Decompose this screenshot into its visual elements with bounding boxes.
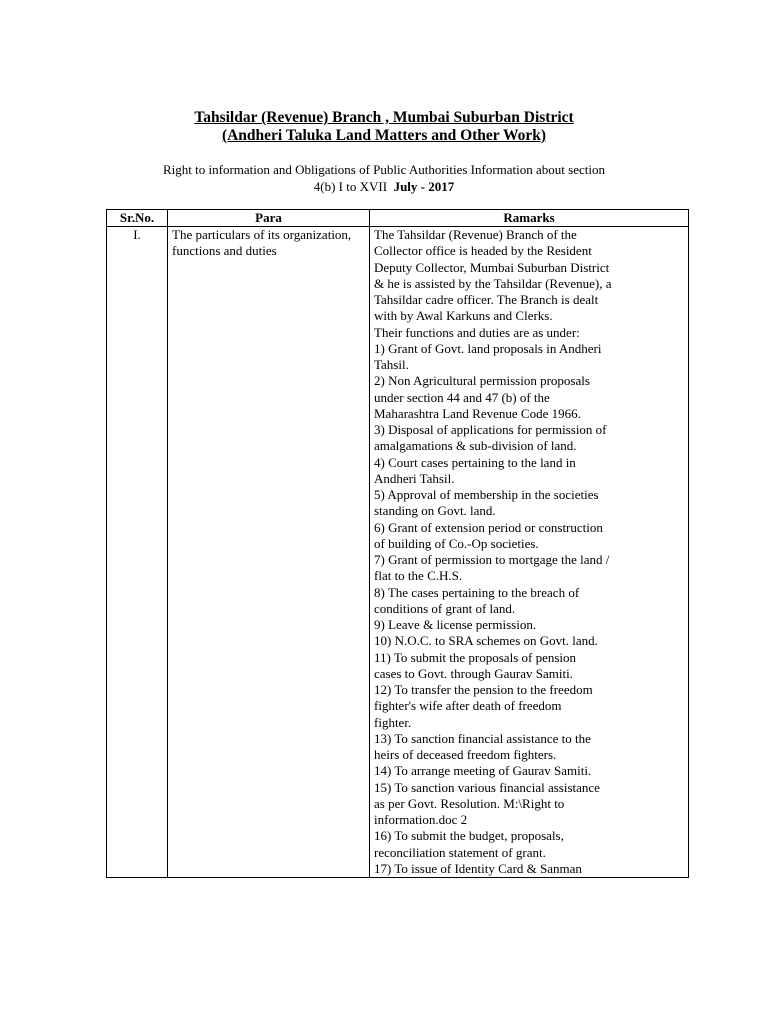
remarks-line: fighter. bbox=[374, 714, 412, 730]
document-title: Tahsildar (Revenue) Branch , Mumbai Suburban District bbox=[194, 109, 574, 126]
remarks-line: The Tahsildar (Revenue) Branch of the bbox=[374, 227, 577, 242]
remarks-line: Maharashtra Land Revenue Code 1966. bbox=[374, 405, 581, 421]
information-table bbox=[106, 209, 689, 878]
remarks-line: 7) Grant of permission to mortgage the land / bbox=[374, 552, 610, 567]
remarks-line: reconciliation statement of grant. bbox=[374, 844, 546, 860]
remarks-line: 1) Grant of Govt. land proposals in Andheri bbox=[374, 340, 602, 356]
remarks-line: cases to Govt. through Gaurav Samiti. bbox=[374, 665, 573, 681]
remarks-line: under section 44 and 47 (b) of the bbox=[374, 389, 550, 405]
remarks-line: 8) The cases pertaining to the breach of bbox=[374, 584, 580, 600]
remarks-line: & he is assisted by the Tahsildar (Revenue), a bbox=[374, 275, 612, 291]
remarks-line: fighter's wife after death of freedom bbox=[374, 698, 562, 714]
remarks-line: 15) To sanction various financial assistance bbox=[374, 779, 600, 795]
remarks-line: as per Govt. Resolution. M:\Right to bbox=[374, 795, 565, 811]
remarks-lines bbox=[374, 227, 684, 877]
remarks-line: conditions of grant of land. bbox=[374, 600, 516, 616]
remarks-line: 17) To issue of Identity Card & Sanman bbox=[374, 860, 582, 876]
header-para: Para bbox=[168, 210, 370, 227]
remarks-line: flat to the C.H.S. bbox=[374, 568, 463, 584]
remarks-line: information.doc 2 bbox=[374, 812, 468, 827]
remarks-line: 4) Court cases pertaining to the land in bbox=[374, 454, 576, 470]
remarks-line: 10) N.O.C. to SRA schemes on Govt. land. bbox=[374, 633, 598, 649]
remarks-line: Deputy Collector, Mumbai Suburban District bbox=[374, 259, 610, 275]
remarks-line: 3) Disposal of applications for permission of bbox=[374, 422, 607, 437]
section-reference: 4(b) I to XVII bbox=[313, 179, 388, 194]
header-srno: Sr.No. bbox=[107, 210, 168, 227]
remarks-line: 14) To arrange meeting of Gaurav Samiti. bbox=[374, 763, 592, 779]
remarks-line: 11) To submit the proposals of pension bbox=[374, 649, 577, 665]
cell-remarks bbox=[370, 227, 689, 878]
remarks-line: amalgamations & sub-division of land. bbox=[374, 438, 577, 454]
table-header-row bbox=[107, 210, 689, 227]
remarks-line: Andheri Tahsil. bbox=[374, 470, 455, 486]
remarks-line: 9) Leave & license permission. bbox=[374, 617, 537, 632]
report-date: July - 2017 bbox=[393, 179, 455, 194]
remarks-line: 16) To submit the budget, proposals, bbox=[374, 828, 564, 844]
header-remarks: Ramarks bbox=[370, 210, 689, 227]
rti-section-line bbox=[0, 178, 768, 195]
table-row bbox=[107, 227, 689, 878]
remarks-line: standing on Govt. land. bbox=[374, 503, 496, 519]
remarks-line: with by Awal Karkuns and Clerks. bbox=[374, 308, 553, 324]
document-title-sub: (Andheri Taluka Land Matters and Other Work) bbox=[221, 127, 547, 144]
rti-description: Right to information and Obligations of Public Authorities Information about section bbox=[163, 162, 605, 177]
remarks-line: Collector office is headed by the Resident bbox=[374, 243, 592, 259]
remarks-line: 5) Approval of membership in the societies bbox=[374, 487, 599, 502]
remarks-line: Tahsildar cadre officer. The Branch is dealt bbox=[374, 292, 599, 307]
remarks-line: 2) Non Agricultural permission proposals bbox=[374, 373, 590, 389]
remarks-line: Tahsil. bbox=[374, 357, 409, 372]
remarks-line: 12) To transfer the pension to the freedom bbox=[374, 682, 593, 697]
cell-srno: I. bbox=[107, 227, 168, 878]
remarks-line: heirs of deceased freedom fighters. bbox=[374, 747, 557, 762]
remarks-line: Their functions and duties are as under: bbox=[374, 324, 580, 340]
remarks-line: of building of Co.-Op societies. bbox=[374, 535, 539, 551]
cell-para: The particulars of its organization, functions and duties bbox=[168, 227, 370, 878]
remarks-line: 6) Grant of extension period or construction bbox=[374, 519, 603, 535]
remarks-line: 13) To sanction financial assistance to the bbox=[374, 730, 591, 746]
